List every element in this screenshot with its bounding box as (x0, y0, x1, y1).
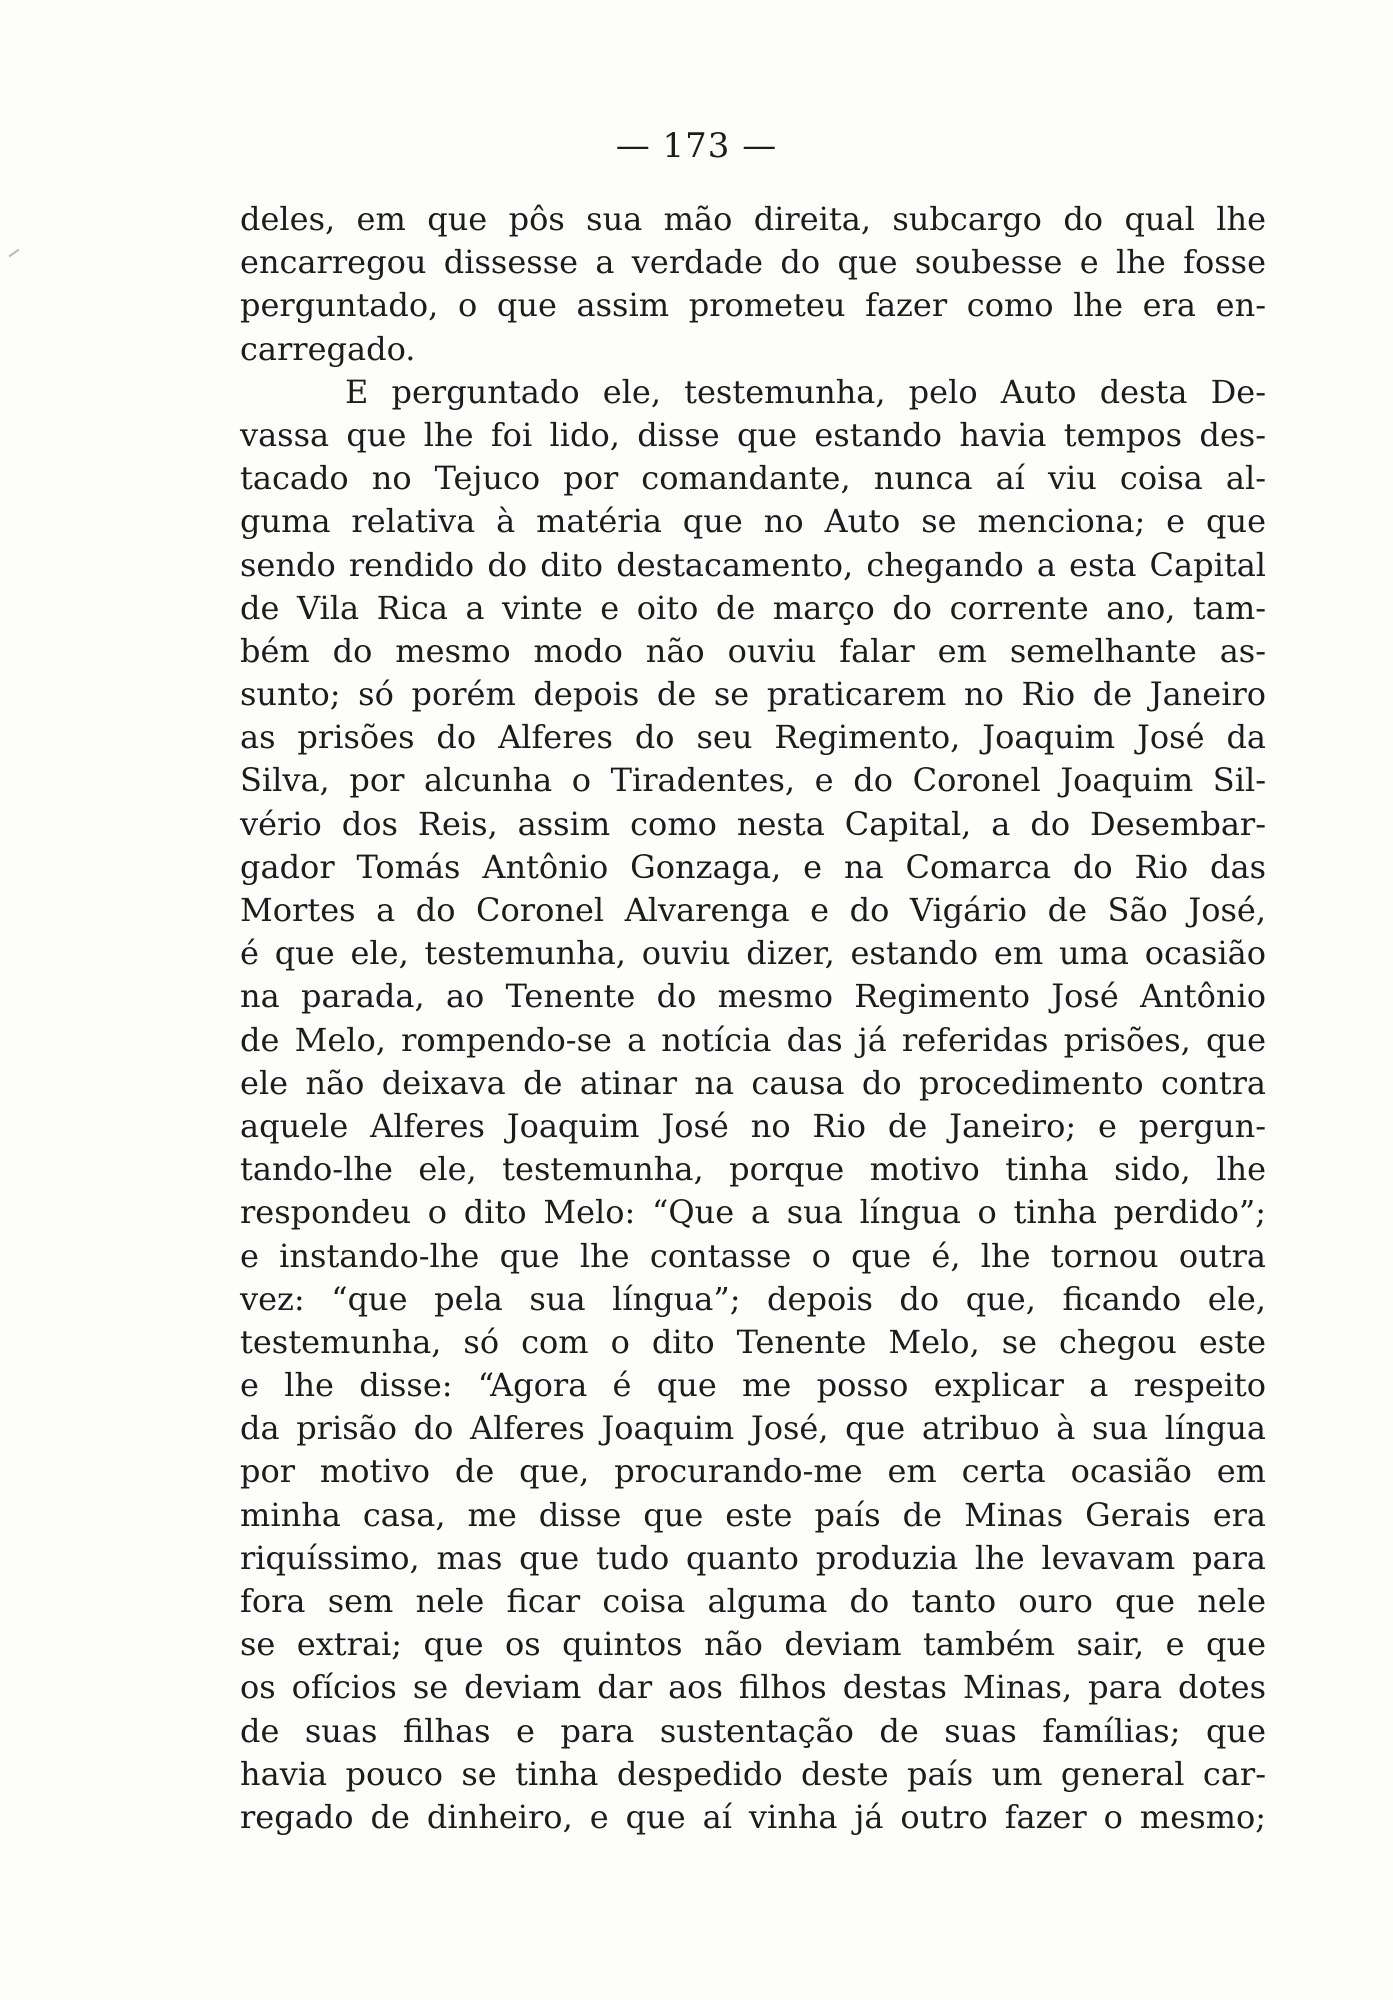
text-line: fora sem nele ficar coisa alguma do tanto ouro que nele (240, 1582, 1266, 1620)
text-line: de Vila Rica a vinte e oito de março do corrente ano, tam- (240, 588, 1266, 627)
text-line: testemunha, só com o dito Tenente Melo, se chegou este (240, 1322, 1266, 1361)
text-line: tacado no Tejuco por comandante, nunca aí viu coisa al- (240, 459, 1266, 498)
text-line: e instando-lhe que lhe contasse o que é, lhe tornou outra (240, 1236, 1266, 1275)
text-line: havia pouco se tinha despedido deste país um general car- (240, 1754, 1266, 1793)
text-line: bém do mesmo modo não ouviu falar em semelhante as- (240, 631, 1266, 670)
text-line: regado de dinheiro, e que aí vinha já outro fazer o mesmo; (240, 1797, 1266, 1836)
text-line: encarregou dissesse a verdade do que soubesse e lhe fosse (240, 243, 1266, 282)
text-line: é que ele, testemunha, ouviu dizer, estando em uma ocasião (240, 934, 1266, 973)
text-line: da prisão do Alferes Joaquim José, que atribuo à sua língua (240, 1409, 1266, 1448)
text-line: e lhe disse: “Agora é que me posso explicar a respeito (240, 1366, 1266, 1405)
text-line: minha casa, me disse que este país de Minas Gerais era (240, 1495, 1266, 1534)
text-line: vério dos Reis, assim como nesta Capital, a do Desembar- (240, 804, 1266, 843)
stray-ink-mark (9, 249, 20, 258)
text-line: riquíssimo, mas que tudo quanto produzia lhe levavam para (240, 1538, 1266, 1577)
body-text (240, 198, 1266, 1839)
text-line: sendo rendido do dito destacamento, chegando a esta Capital (240, 545, 1266, 584)
text-line: aquele Alferes Joaquim José no Rio de Janeiro; e pergun- (240, 1106, 1266, 1145)
text-line: carregado. (240, 329, 416, 368)
text-line: de Melo, rompendo-se a notícia das já referidas prisões, que (240, 1020, 1266, 1059)
text-line: respondeu o dito Melo: “Que a sua língua o tinha perdido”; (240, 1193, 1266, 1232)
text-line: tando-lhe ele, testemunha, porque motivo tinha sido, lhe (240, 1150, 1266, 1189)
page-number: — 173 — (615, 126, 778, 166)
text-line: ele não deixava de atinar na causa do procedimento contra (240, 1063, 1266, 1102)
text-line: de suas filhas e para sustentação de suas famílias; que (240, 1711, 1266, 1750)
text-line: Mortes a do Coronel Alvarenga e do Vigário de São José, (240, 891, 1266, 929)
text-line: Silva, por alcunha o Tiradentes, e do Coronel Joaquim Sil- (240, 761, 1266, 800)
text-line: deles, em que pôs sua mão direita, subcargo do qual lhe (240, 200, 1266, 238)
text-line: perguntado, o que assim prometeu fazer como lhe era en- (240, 286, 1266, 325)
text-line: se extrai; que os quintos não deviam também sair, e que (240, 1625, 1266, 1664)
text-line: vez: “que pela sua língua”; depois do que, ficando ele, (240, 1279, 1266, 1318)
text-line: gador Tomás Antônio Gonzaga, e na Comarca do Rio das (240, 847, 1266, 886)
text-line: por motivo de que, procurando-me em certa ocasião em (240, 1452, 1266, 1491)
text-line: na parada, ao Tenente do mesmo Regimento José Antônio (240, 977, 1266, 1016)
text-line: as prisões do Alferes do seu Regimento, Joaquim José da (240, 718, 1266, 757)
text-line: sunto; só porém depois de se praticarem no Rio de Janeiro (240, 675, 1266, 714)
paragraph-start-line: E perguntado ele, testemunha, pelo Auto desta De- (345, 372, 1266, 411)
text-line: os ofícios se deviam dar aos filhos destas Minas, para dotes (240, 1668, 1266, 1707)
text-line: vassa que lhe foi lido, disse que estando havia tempos des- (240, 415, 1266, 454)
text-line: guma relativa à matéria que no Auto se menciona; e que (240, 502, 1266, 541)
